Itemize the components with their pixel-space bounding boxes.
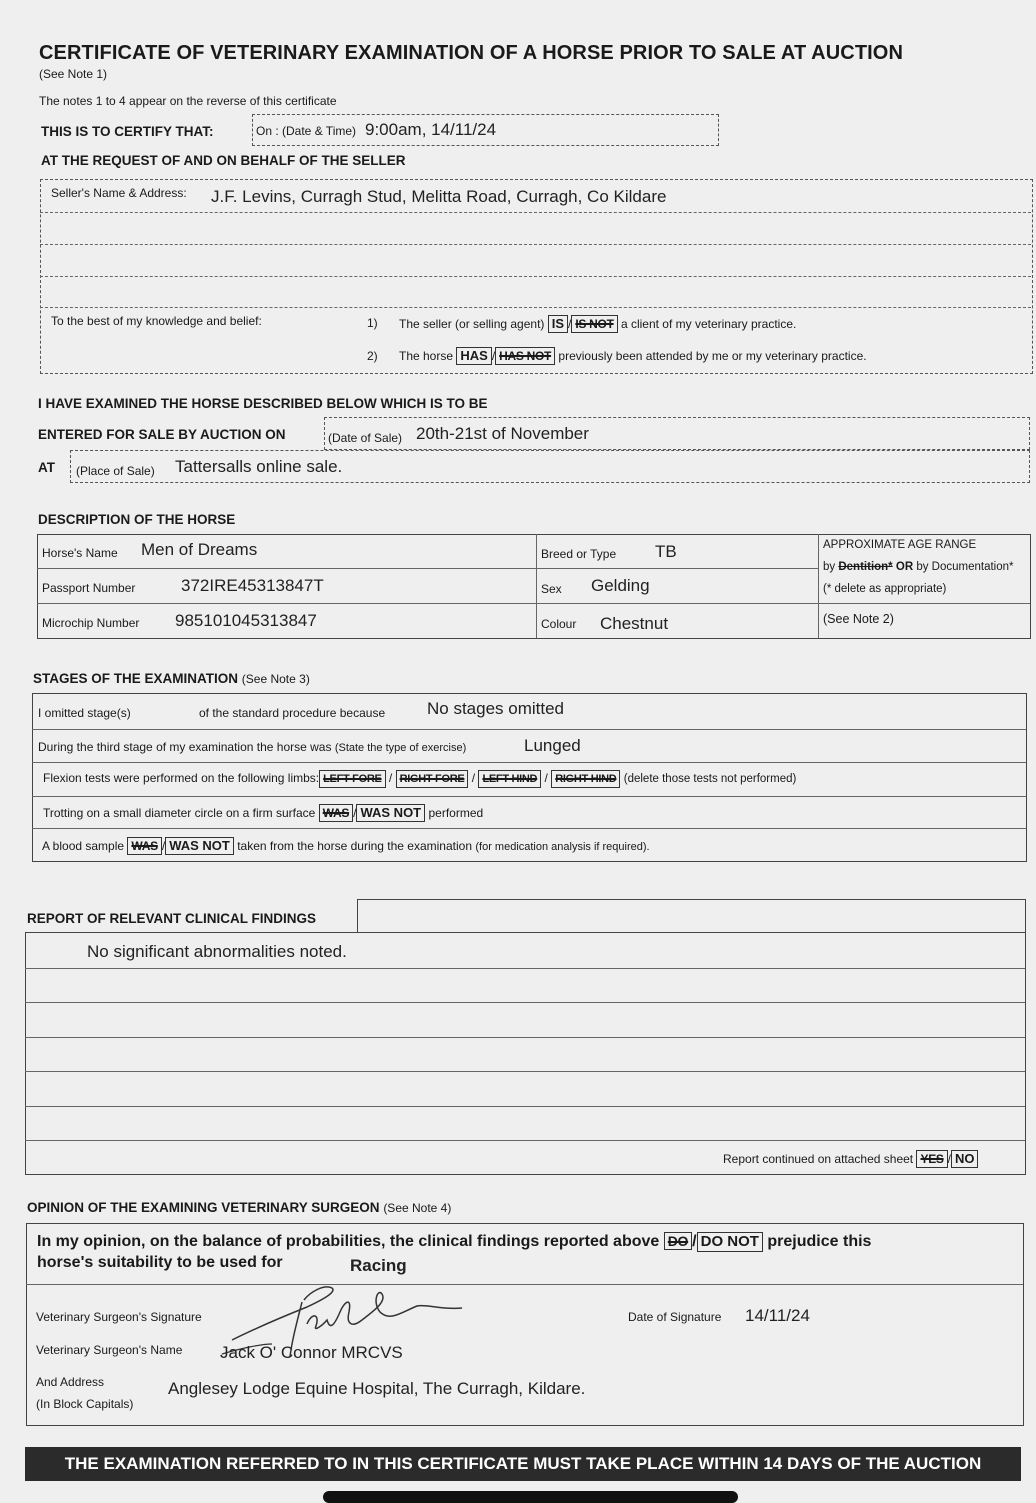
passport-label: Passport Number	[42, 581, 136, 595]
blood-note: (for medication analysis if required).	[475, 841, 650, 853]
blood-sep: /	[161, 839, 166, 853]
report-heading-box	[357, 899, 1026, 933]
description-heading: DESCRIPTION OF THE HORSE	[38, 512, 236, 527]
address-label2: (In Block Capitals)	[36, 1397, 134, 1411]
flex-right-hind-struck[interactable]: RIGHT HIND	[551, 770, 620, 788]
date-of-signature-label: Date of Signature	[628, 1310, 722, 1324]
breed-label: Breed or Type	[541, 547, 617, 561]
q1-post: a client of my veterinary practice.	[620, 317, 797, 331]
colour-label: Colour	[541, 617, 577, 631]
page-title: CERTIFICATE OF VETERINARY EXAMINATION OF A HORSE PRIOR TO SALE AT AUCTION	[39, 42, 903, 64]
examined-line1: I HAVE EXAMINED THE HORSE DESCRIBED BELOW WHICH IS TO BE	[38, 396, 488, 411]
flexion-label: Flexion tests were performed on the following limbs:	[43, 771, 320, 785]
vet-name-value: Jack O' Connor MRCVS	[220, 1343, 403, 1362]
passport-value: 372IRE45313847T	[181, 576, 324, 595]
place-of-sale-label: (Place of Sale)	[76, 464, 155, 478]
sex-label: Sex	[541, 582, 562, 596]
q1-is-option[interactable]: IS	[548, 315, 568, 333]
footer-banner: THE EXAMINATION REFERRED TO IN THIS CERTIFICATE MUST TAKE PLACE WITHIN 14 DAYS OF THE AUCTION	[25, 1447, 1021, 1481]
q2-has-option[interactable]: HAS	[456, 347, 491, 365]
q1-sep: /	[568, 317, 572, 331]
signature-label: Veterinary Surgeon's Signature	[36, 1310, 202, 1324]
seller-value: J.F. Levins, Curragh Stud, Melitta Road, Curragh, Co Kildare	[211, 187, 667, 206]
q1-line	[399, 315, 796, 333]
q1-num: 1)	[367, 316, 378, 330]
age-title: APPROXIMATE AGE RANGE	[823, 539, 977, 551]
certify-datetime-field[interactable]	[252, 114, 719, 146]
request-heading: AT THE REQUEST OF AND ON BEHALF OF THE SELLER	[41, 153, 406, 168]
place-of-sale-value: Tattersalls online sale.	[175, 457, 343, 476]
opinion-heading	[27, 1200, 451, 1215]
opinion-text2: prejudice this	[767, 1233, 872, 1250]
date-of-sale-field[interactable]	[324, 417, 1030, 450]
omitted-label2: of the standard procedure because	[199, 706, 386, 720]
opinion-line1	[37, 1232, 871, 1252]
q2-pre: The horse	[399, 349, 454, 363]
blood-post: taken from the horse during the examination	[237, 839, 473, 853]
third-stage-line	[38, 740, 466, 754]
opinion-heading-note: (See Note 4)	[383, 1201, 452, 1215]
notes-line: The notes 1 to 4 appear on the reverse of this certificate	[39, 94, 337, 108]
age-see-note: (See Note 2)	[823, 612, 894, 626]
stages-heading-note: (See Note 3)	[241, 672, 310, 686]
age-by: by	[823, 561, 836, 573]
blood-label: A blood sample	[42, 839, 125, 853]
q1-is-not-option-struck[interactable]: IS NOT	[571, 315, 617, 333]
trot-post: performed	[428, 806, 484, 820]
age-doc[interactable]: by Documentation*	[916, 561, 1014, 573]
flex-sep-2: /	[471, 771, 476, 785]
horse-name-label: Horse's Name	[42, 546, 118, 560]
examined-line2: ENTERED FOR SALE BY AUCTION ON	[38, 427, 286, 442]
home-indicator[interactable]	[323, 1491, 738, 1503]
third-label: During the third stage of my examination the horse was	[38, 740, 332, 754]
q2-num: 2)	[367, 349, 378, 363]
continued-sep: /	[947, 1152, 951, 1166]
age-dentition-struck[interactable]: Dentition*	[838, 561, 893, 573]
opinion-do-struck[interactable]: DO	[664, 1232, 692, 1250]
continued-yes-struck[interactable]: YES	[916, 1150, 947, 1168]
horse-name-value: Men of Dreams	[141, 540, 258, 559]
report-heading: REPORT OF RELEVANT CLINICAL FINDINGS	[27, 911, 317, 926]
q1-pre: The seller (or selling agent)	[399, 317, 545, 331]
at-label: AT	[38, 460, 55, 475]
colour-value: Chestnut	[600, 614, 669, 633]
address-label: And Address	[36, 1375, 105, 1389]
trot-label: Trotting on a small diameter circle on a firm surface	[43, 806, 316, 820]
report-continued-label: Report continued on attached sheet	[723, 1152, 914, 1166]
flex-sep-3: /	[544, 771, 548, 785]
flex-left-hind-struck[interactable]: LEFT HIND	[478, 770, 541, 788]
continued-no-option[interactable]: NO	[951, 1150, 979, 1168]
microchip-value: 985101045313847	[175, 611, 317, 630]
trot-sep: /	[353, 806, 357, 820]
trot-line	[43, 804, 483, 822]
stages-heading	[33, 671, 310, 686]
blood-was-not-option[interactable]: WAS NOT	[165, 837, 234, 855]
microchip-label: Microchip Number	[42, 616, 140, 630]
seller-label: Seller's Name & Address:	[51, 186, 187, 200]
place-of-sale-field[interactable]	[70, 450, 1030, 483]
third-note: (State the type of exercise)	[334, 742, 467, 754]
flex-right-fore-struck[interactable]: RIGHT FORE	[396, 770, 469, 788]
opinion-use-value: Racing	[350, 1256, 407, 1275]
age-delete-note: (* delete as appropriate)	[823, 583, 947, 595]
see-note-1: (See Note 1)	[39, 67, 108, 81]
age-method-line	[823, 561, 1014, 573]
report-finding: No significant abnormalities noted.	[87, 942, 347, 961]
opinion-text1: In my opinion, on the balance of probabilities, the clinical findings reported above	[37, 1233, 660, 1250]
opinion-heading-text: OPINION OF THE EXAMINING VETERINARY SURGEON	[27, 1200, 380, 1215]
certify-label: THIS IS TO CERTIFY THAT:	[41, 124, 214, 139]
blood-line	[42, 837, 650, 855]
omitted-value: No stages omitted	[427, 699, 565, 718]
date-of-signature-value: 14/11/24	[745, 1306, 810, 1325]
belief-label: To the best of my knowledge and belief:	[51, 314, 262, 328]
q2-line	[399, 347, 867, 365]
opinion-text3: horse's suitability to be used for	[37, 1254, 283, 1271]
age-or: OR	[895, 561, 914, 573]
flexion-line	[43, 770, 796, 788]
date-of-sale-value: 20th-21st of November	[416, 424, 589, 443]
omitted-label: I omitted stage(s)	[38, 706, 131, 720]
third-value: Lunged	[524, 736, 581, 755]
blood-was-struck[interactable]: WAS	[127, 837, 161, 855]
flex-note: (delete those tests not performed)	[623, 773, 797, 785]
flex-sep-1: /	[388, 771, 393, 785]
q2-has-not-option-struck[interactable]: HAS NOT	[495, 347, 555, 365]
opinion-sep: /	[692, 1233, 697, 1250]
report-continued-line	[723, 1150, 978, 1168]
trot-was-not-option[interactable]: WAS NOT	[356, 804, 425, 822]
q2-sep: /	[491, 349, 496, 363]
sex-value: Gelding	[591, 576, 650, 595]
vet-name-label: Veterinary Surgeon's Name	[36, 1343, 183, 1357]
on-label: On : (Date & Time)	[256, 124, 357, 138]
stages-heading-text: STAGES OF THE EXAMINATION	[33, 671, 239, 686]
q2-post: previously been attended by me or my veterinary practice.	[558, 349, 867, 363]
date-of-sale-label: (Date of Sale)	[328, 431, 403, 445]
flex-left-fore-struck[interactable]: LEFT FORE	[319, 770, 385, 788]
trot-was-struck[interactable]: WAS	[319, 804, 353, 822]
address-value: Anglesey Lodge Equine Hospital, The Curragh, Kildare.	[168, 1379, 586, 1398]
breed-value: TB	[655, 542, 677, 561]
opinion-do-not-option[interactable]: DO NOT	[697, 1232, 763, 1252]
on-value: 9:00am, 14/11/24	[365, 120, 497, 139]
